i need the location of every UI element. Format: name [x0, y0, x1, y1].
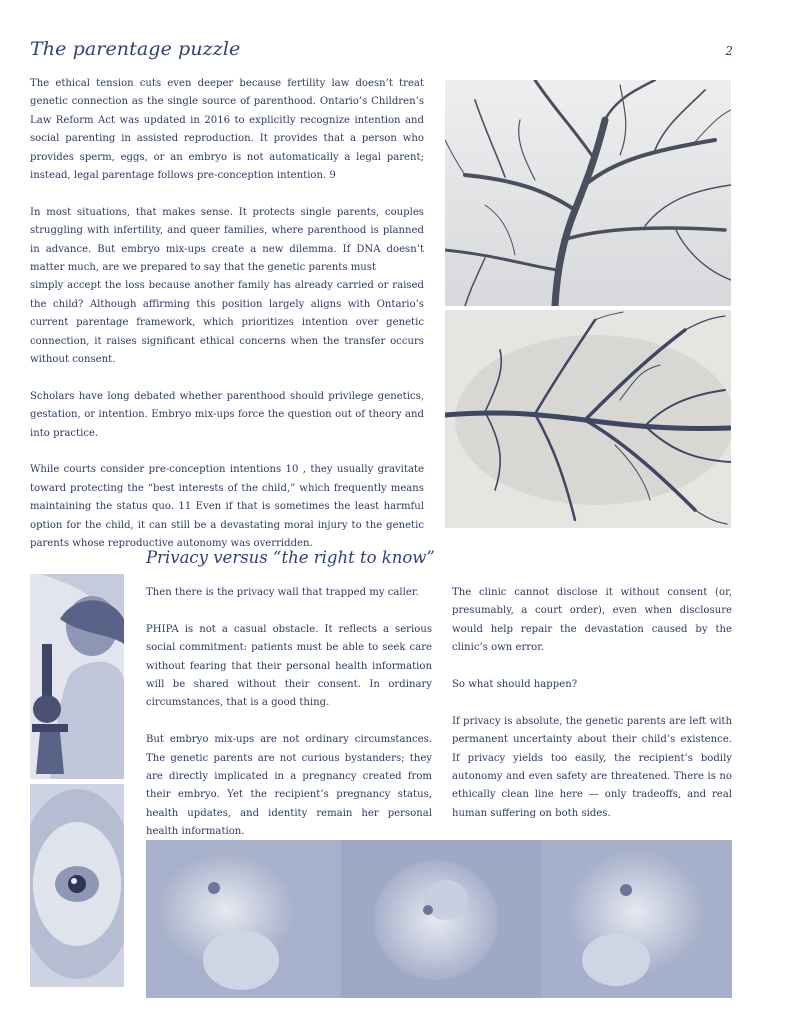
paragraph: simply accept the loss because another family has already carried or raised the child? Although affirming this position largely aligns with Ontario’s current parentage framework, which prioritizes intention over genetic connection, it raises significant ethical concerns when the transfer occurs without consent. [30, 280, 424, 366]
paragraph: PHIPA is not a casual obstacle. It reflects a serious social commitment: patients must be able to seek care without fearing that their personal health information will be shared without their consent. In ordinary circumstances, that is a good thing. [146, 623, 432, 709]
page-number: 2 [725, 44, 733, 58]
tree-branches-photo [445, 80, 731, 306]
paragraph: The clinic cannot disclose it without consent (or, presumably, a court order), even when disclosure would help repair the devastation caused by the clinic’s own error. [452, 587, 732, 654]
paragraph: So what should happen? [452, 679, 578, 691]
eye-closeup-photo [30, 784, 124, 987]
embryo-photo-strip [146, 840, 732, 998]
paragraph: In most situations, that makes sense. It protects single parents, couples struggling with infertility, and queer families, where parenthood is planned in advance. But embryo mix-ups create a new dilemma. If DNA doesn’t matter much, are we prepared to say that the genetic parents must [30, 206, 424, 274]
section2-left-text [146, 584, 432, 860]
paragraph: Then there is the privacy wall that trapped my caller. [146, 587, 419, 598]
section-heading: Privacy versus “the right to know” [146, 548, 435, 567]
paragraph: The ethical tension cuts even deeper because fertility law doesn’t treat genetic connection as the single source of parenthood. Ontario’s Children’s Law Reform Act was updated in 2016 to explicitly recognize intention and social parenting in assisted reproduction. It provides that a person who provides sperm, eggs, or an embryo is not automatically a legal parent; instead, legal parentage follows pre-conception intention. 9 [30, 78, 424, 182]
hand-veins-photo [445, 310, 731, 528]
paragraph: Scholars have long debated whether parenthood should privilege genetics, gestation, or intention. Embryo mix-ups force the question out of theory and into practice. [30, 390, 424, 439]
page-title: The parentage puzzle [30, 38, 241, 60]
paragraph: But embryo mix-ups are not ordinary circumstances. The genetic parents are not curious bystanders; they are directly implicated in a pregnancy created from their embryo. Yet the recipient’s pregnancy status, health updates, and identity remain her personal health information. [146, 734, 432, 838]
section1-text [30, 75, 424, 572]
paragraph: If privacy is absolute, the genetic parents are left with permanent uncertainty about their child’s existence. If privacy yields too easily, the recipient’s bodily autonomy and even safety are threatened. There is no ethically clean line here — only tradeoffs, and real human suffering on both sides. [452, 715, 732, 819]
microscope-scientist-photo [30, 574, 124, 779]
section2-right-text [452, 584, 732, 842]
paragraph: While courts consider pre-conception intentions 10 , they usually gravitate toward protecting the “best interests of the child,” which frequently means maintaining the status quo. 11 Even if that is sometimes the least harmful option for the child, it can still be a devastating moral injury to the genetic parents whose reproductive autonomy was overridden. [30, 464, 424, 550]
